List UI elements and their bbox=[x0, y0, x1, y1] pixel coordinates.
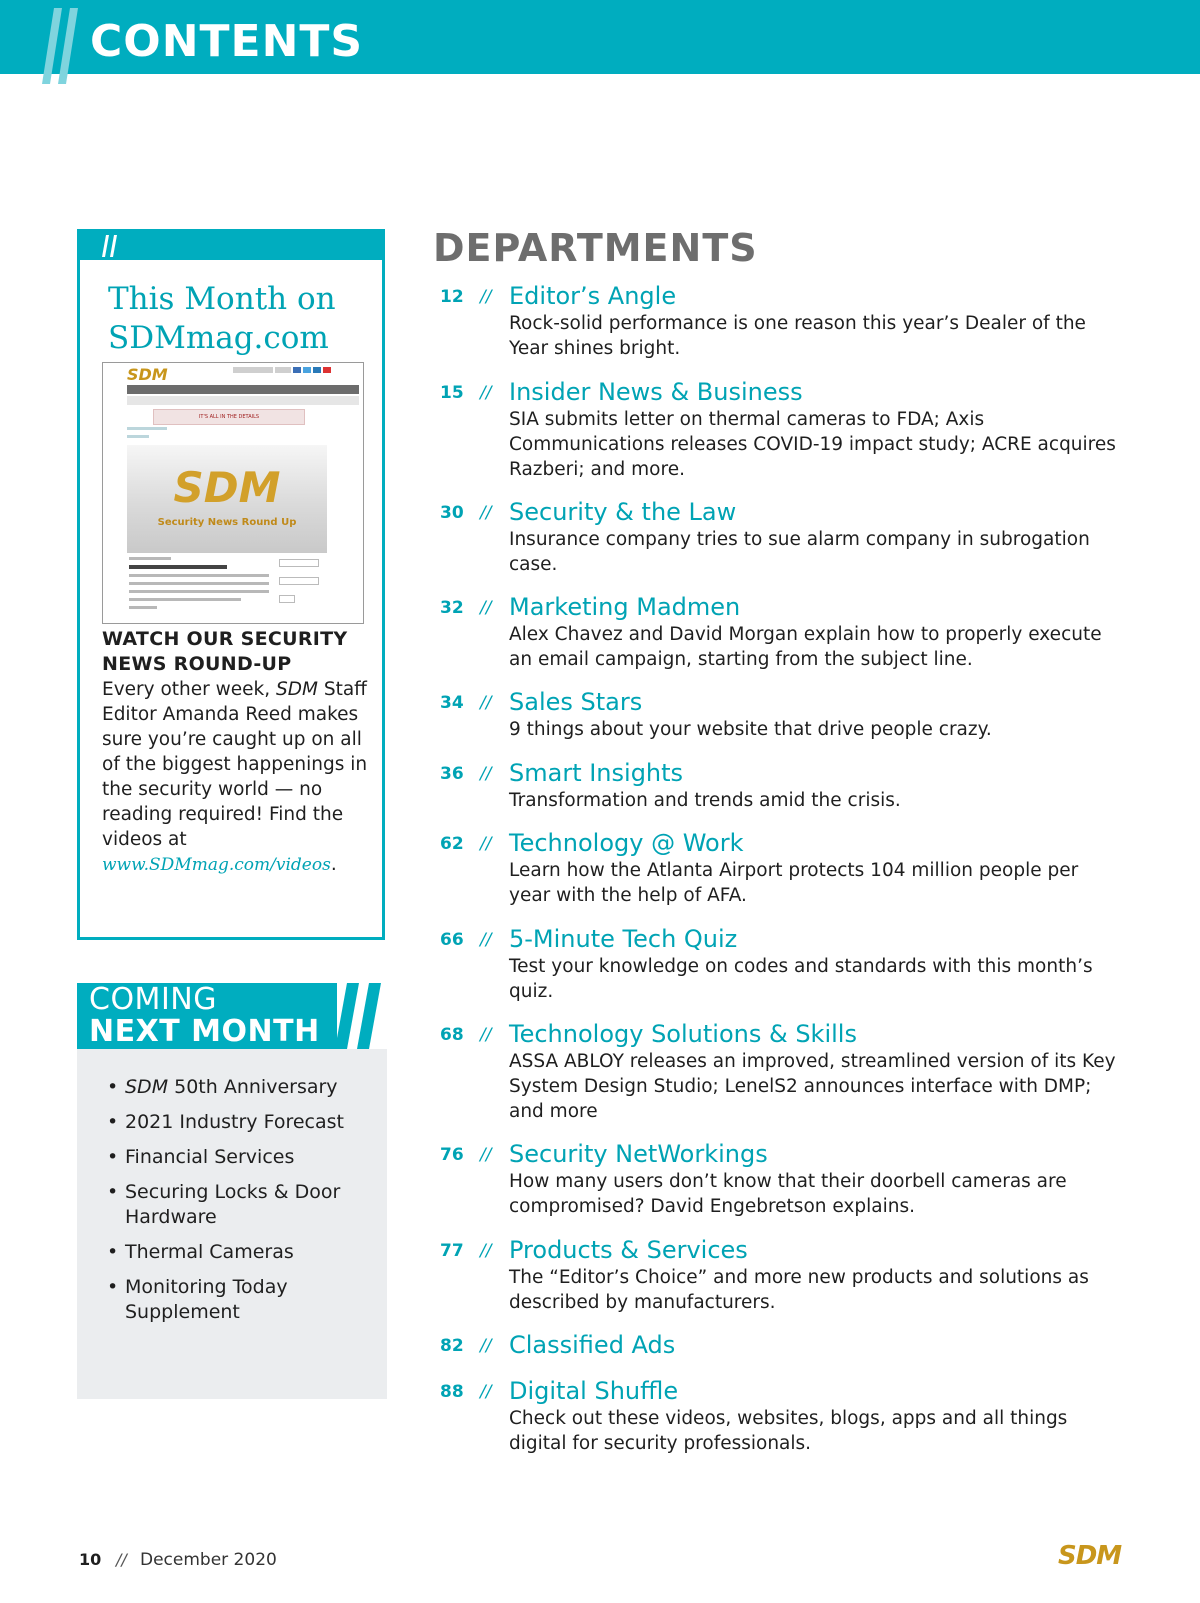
departments-heading: DEPARTMENTS bbox=[433, 226, 758, 270]
coming-item bbox=[107, 1145, 377, 1170]
department-page-number: 34 bbox=[440, 693, 464, 713]
footer-page-number: 10 bbox=[79, 1550, 102, 1569]
department-description: ASSA ABLOY releases an improved, streamlined version of its Key System Design Studio; LenelS2 announces interface with DMP; and more bbox=[509, 1051, 1116, 1122]
website-screenshot[interactable] bbox=[102, 362, 364, 624]
department-title[interactable]: Technology @ Work bbox=[509, 829, 744, 857]
department-page-number: 12 bbox=[440, 287, 464, 307]
department-description: Test your knowledge on codes and standards with this month’s quiz. bbox=[509, 956, 1093, 1002]
department-description: Insurance company tries to sue alarm company in subrogation case. bbox=[509, 529, 1090, 575]
coming-title-line2: NEXT MONTH bbox=[89, 1014, 320, 1049]
department-separator: // bbox=[480, 1025, 492, 1045]
watch-body-end: . bbox=[330, 854, 337, 875]
screenshot-banner: IT'S ALL IN THE DETAILS bbox=[153, 409, 305, 425]
department-separator: // bbox=[480, 383, 492, 403]
coming-list bbox=[107, 1075, 377, 1335]
panel-title-line2: SDMmag.com bbox=[108, 320, 329, 356]
department-description: Rock-solid performance is one reason this year’s Dealer of the Year shines bright. bbox=[509, 313, 1086, 359]
screenshot-subnav bbox=[127, 396, 359, 405]
department-separator: // bbox=[480, 1336, 492, 1356]
coming-item-text: Securing Locks & Door Hardware bbox=[125, 1181, 341, 1228]
coming-item bbox=[107, 1180, 377, 1230]
department-description: Transformation and trends amid the crisis. bbox=[509, 790, 901, 811]
screenshot-video bbox=[127, 445, 327, 553]
panel-title bbox=[108, 280, 378, 358]
department-title[interactable]: Security NetWorkings bbox=[509, 1140, 768, 1168]
department-separator: // bbox=[480, 834, 492, 854]
department-description: How many users don’t know that their doorbell cameras are compromised? David Engebretson explains. bbox=[509, 1171, 1067, 1217]
department-page-number: 76 bbox=[440, 1145, 464, 1165]
coming-item-italic: SDM bbox=[125, 1076, 169, 1098]
department-title[interactable]: Technology Solutions & Skills bbox=[509, 1020, 857, 1048]
department-description: 9 things about your website that drive people crazy. bbox=[509, 719, 992, 740]
screenshot-side-widgets bbox=[279, 559, 319, 613]
screenshot-logo: SDM bbox=[127, 365, 168, 384]
coming-item bbox=[107, 1110, 377, 1135]
department-separator: // bbox=[480, 1145, 492, 1165]
department-title[interactable]: Editor’s Angle bbox=[509, 282, 677, 310]
department-title[interactable]: Security & the Law bbox=[509, 498, 737, 526]
department-description: Learn how the Atlanta Airport protects 104 million people per year with the help of AFA. bbox=[509, 860, 1079, 906]
department-title[interactable]: Smart Insights bbox=[509, 759, 684, 787]
double-slash-icon bbox=[100, 235, 122, 257]
department-page-number: 30 bbox=[440, 503, 464, 523]
screenshot-nav bbox=[127, 385, 359, 394]
coming-title-line1: COMING bbox=[89, 982, 217, 1017]
watch-body-italic: SDM bbox=[276, 679, 318, 700]
department-page-number: 36 bbox=[440, 764, 464, 784]
coming-item bbox=[107, 1075, 377, 1100]
watch-body-text-2: Staff Editor Amanda Reed makes sure you’re caught up on all of the biggest happenings in the security world — no reading required! Find the videos at bbox=[102, 679, 368, 850]
department-title[interactable]: Classified Ads bbox=[509, 1331, 676, 1359]
department-title[interactable]: Insider News & Business bbox=[509, 378, 803, 406]
department-separator: // bbox=[480, 1382, 492, 1402]
department-page-number: 62 bbox=[440, 834, 464, 854]
department-description: The “Editor’s Choice” and more new products and solutions as described by manufacturers. bbox=[509, 1267, 1089, 1313]
department-separator: // bbox=[480, 503, 492, 523]
video-logo: SDM bbox=[173, 463, 281, 512]
sdm-logo: SDM bbox=[1058, 1541, 1122, 1571]
coming-item-text: Thermal Cameras bbox=[125, 1241, 294, 1263]
department-description: Alex Chavez and David Morgan explain how to properly execute an email campaign, starting from the subject line. bbox=[509, 624, 1102, 670]
department-title[interactable]: Sales Stars bbox=[509, 688, 643, 716]
watch-body bbox=[102, 677, 372, 878]
department-page-number: 77 bbox=[440, 1241, 464, 1261]
department-page-number: 66 bbox=[440, 930, 464, 950]
department-title[interactable]: Products & Services bbox=[509, 1236, 748, 1264]
department-separator: // bbox=[480, 287, 492, 307]
video-subtitle: Security News Round Up bbox=[157, 517, 297, 528]
coming-item-text: 2021 Industry Forecast bbox=[125, 1111, 344, 1133]
department-separator: // bbox=[480, 1241, 492, 1261]
department-separator: // bbox=[480, 598, 492, 618]
department-page-number: 68 bbox=[440, 1025, 464, 1045]
videos-link[interactable]: www.SDMmag.com/videos bbox=[102, 855, 331, 875]
department-page-number: 15 bbox=[440, 383, 464, 403]
double-slash-icon bbox=[40, 8, 88, 84]
page-title: CONTENTS bbox=[90, 16, 364, 67]
department-page-number: 88 bbox=[440, 1382, 464, 1402]
department-separator: // bbox=[480, 930, 492, 950]
screenshot-article-text bbox=[129, 557, 269, 614]
department-page-number: 82 bbox=[440, 1336, 464, 1356]
watch-heading: WATCH OUR SECURITY NEWS ROUND-UP bbox=[102, 628, 348, 675]
department-title[interactable]: 5-Minute Tech Quiz bbox=[509, 925, 738, 953]
screenshot-topbar bbox=[233, 367, 357, 375]
contents-header bbox=[0, 0, 1200, 74]
coming-item-text: 50th Anniversary bbox=[168, 1076, 338, 1098]
panel-band bbox=[80, 232, 382, 260]
department-page-number: 32 bbox=[440, 598, 464, 618]
department-description: SIA submits letter on thermal cameras to FDA; Axis Communications releases COVID-19 impact study; ACRE acquires Razberi; and more. bbox=[509, 409, 1116, 480]
department-title[interactable]: Marketing Madmen bbox=[509, 593, 741, 621]
coming-header bbox=[77, 983, 337, 1049]
footer-separator: // bbox=[116, 1550, 127, 1569]
screenshot-breadcrumb bbox=[127, 427, 187, 443]
coming-item bbox=[107, 1240, 377, 1265]
department-separator: // bbox=[480, 764, 492, 784]
this-month-panel bbox=[77, 229, 385, 940]
double-slash-icon bbox=[333, 983, 389, 1049]
coming-item-text: Monitoring Today Supplement bbox=[125, 1276, 288, 1323]
coming-item bbox=[107, 1275, 377, 1325]
department-description: Check out these videos, websites, blogs, apps and all things digital for security professionals. bbox=[509, 1408, 1068, 1454]
watch-body-text: Every other week, bbox=[102, 679, 276, 700]
footer-issue-date: December 2020 bbox=[140, 1550, 277, 1570]
department-title[interactable]: Digital Shuffle bbox=[509, 1377, 679, 1405]
coming-item-text: Financial Services bbox=[125, 1146, 295, 1168]
panel-title-line1: This Month on bbox=[108, 281, 336, 317]
department-separator: // bbox=[480, 693, 492, 713]
